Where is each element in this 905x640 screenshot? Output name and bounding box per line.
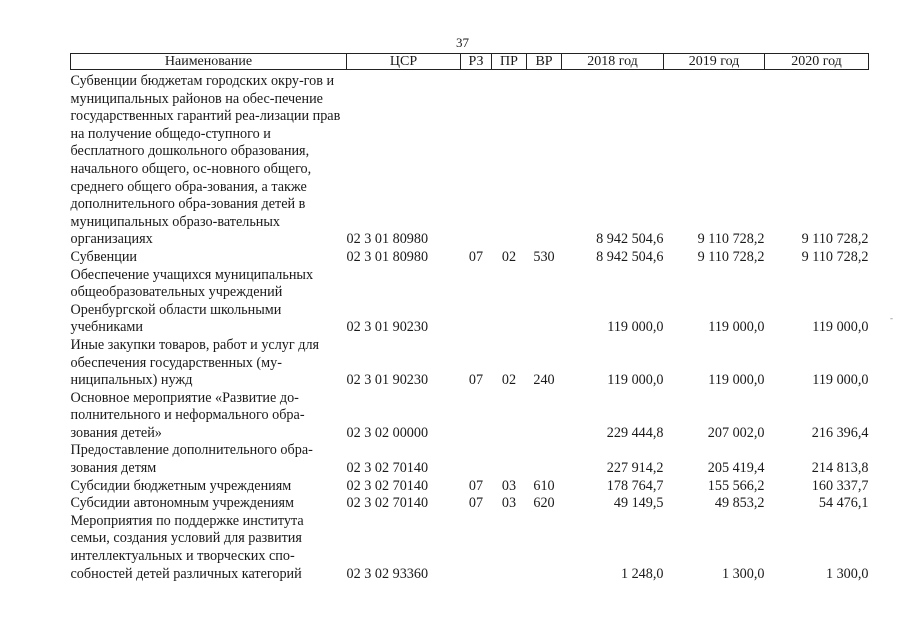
row-2020: 160 337,7 [811, 477, 869, 494]
row-2018: 1 248,0 [620, 565, 664, 582]
row-csr: 02 3 01 90230 [346, 319, 429, 336]
header-2020: 2020 год [765, 54, 869, 70]
table-row [71, 337, 869, 390]
row-pr: 03 [501, 495, 517, 512]
row-rz [461, 513, 492, 583]
header-2018: 2018 год [562, 54, 664, 70]
row-2018: 229 444,8 [606, 424, 664, 441]
row-name: Предоставление дополнительного обра-зования детям [70, 442, 313, 477]
row-2018: 49 149,5 [613, 495, 664, 512]
table-row [71, 513, 869, 583]
row-vr [527, 267, 562, 337]
row-rz: 07 [468, 372, 484, 389]
table-header-row [71, 54, 869, 70]
row-name: Субвенции бюджетам городских окру-гов и муниципальных районов на обес-печение государственных гарантий реа-лизации прав на получение общедо-ступного и бесплатного дошкольного образования, начального общего, ос-новного общего, среднего общего обра-зования, а также дополнительного обра-зования детей в муниципальных образо-вательных организациях [70, 73, 341, 248]
row-vr [527, 442, 562, 477]
row-2019: 49 853,2 [714, 495, 765, 512]
row-2018: 8 942 504,6 [596, 231, 664, 248]
row-2020: 119 000,0 [812, 319, 869, 336]
row-name: Иные закупки товаров, работ и услуг для обеспечения государственных (му-ниципальных) нужд [70, 336, 320, 389]
row-csr: 02 3 02 70140 [346, 460, 429, 477]
row-csr: 02 3 02 00000 [346, 424, 429, 441]
row-2019: 207 002,0 [707, 424, 765, 441]
row-pr [492, 267, 527, 337]
page-number: 37 [456, 35, 469, 50]
row-vr [527, 513, 562, 583]
table-row [71, 249, 869, 267]
row-pr: 02 [501, 248, 517, 265]
row-name: Субсидии бюджетным учреждениям [70, 477, 292, 494]
row-pr [492, 390, 527, 443]
row-2020: 9 110 728,2 [801, 231, 869, 248]
table-row [71, 495, 869, 513]
row-rz [461, 442, 492, 477]
table-row [71, 390, 869, 443]
row-2018: 119 000,0 [607, 319, 664, 336]
row-csr: 02 3 01 90230 [346, 372, 429, 389]
row-vr: 610 [533, 477, 555, 494]
row-2019: 155 566,2 [707, 477, 765, 494]
row-2020: 54 476,1 [818, 495, 869, 512]
row-2020: 214 813,8 [811, 460, 869, 477]
header-rz: РЗ [461, 54, 492, 70]
row-csr: 02 3 01 80980 [346, 231, 429, 248]
row-csr: 02 3 02 70140 [346, 495, 429, 512]
table-row [71, 70, 869, 249]
scan-mark: - [890, 313, 893, 323]
row-2020: 1 300,0 [825, 565, 869, 582]
row-2020: 216 396,4 [811, 424, 869, 441]
row-vr: 240 [533, 372, 555, 389]
header-pr: ПР [492, 54, 527, 70]
row-2019: 119 000,0 [708, 372, 765, 389]
row-csr: 02 3 02 93360 [346, 565, 429, 582]
row-name: Субвенции [70, 248, 138, 265]
row-2018: 227 914,2 [606, 460, 664, 477]
row-name: Обеспечение учащихся муниципальных общеобразовательных учреждений Оренбургской области школьными учебниками [70, 266, 314, 336]
row-vr: 620 [533, 495, 555, 512]
table-row [71, 442, 869, 477]
row-vr: 530 [533, 248, 555, 265]
row-name: Субсидии автономным учреждениям [70, 495, 294, 512]
row-rz: 07 [468, 248, 484, 265]
row-rz [461, 70, 492, 249]
row-csr: 02 3 02 70140 [346, 477, 429, 494]
header-2019: 2019 год [664, 54, 765, 70]
row-pr [492, 442, 527, 477]
row-rz [461, 390, 492, 443]
row-vr [527, 390, 562, 443]
row-csr: 02 3 01 80980 [346, 248, 429, 265]
header-csr: ЦСР [347, 54, 461, 70]
row-2020: 9 110 728,2 [801, 248, 869, 265]
row-2020: 119 000,0 [812, 372, 869, 389]
row-2019: 9 110 728,2 [697, 231, 765, 248]
row-2018: 119 000,0 [607, 372, 664, 389]
row-2019: 1 300,0 [721, 565, 765, 582]
row-2018: 178 764,7 [606, 477, 664, 494]
row-rz: 07 [468, 477, 484, 494]
header-name: Наименование [71, 54, 347, 70]
row-2019: 119 000,0 [708, 319, 765, 336]
row-rz [461, 267, 492, 337]
row-2018: 8 942 504,6 [596, 248, 664, 265]
header-vr: ВР [527, 54, 562, 70]
row-2019: 9 110 728,2 [697, 248, 765, 265]
row-name: Основное мероприятие «Развитие до-полнительного и неформального обра-зования детей» [70, 389, 305, 441]
row-rz: 07 [468, 495, 484, 512]
budget-table [70, 53, 869, 583]
table-row [71, 267, 869, 337]
row-vr [527, 70, 562, 249]
row-name: Мероприятия по поддержке института семьи, создания условий для развития интеллектуальных и творческих спо-собностей детей различных категорий [70, 512, 304, 582]
table-row [71, 478, 869, 496]
row-pr: 02 [501, 372, 517, 389]
row-2019: 205 419,4 [707, 460, 765, 477]
row-pr [492, 70, 527, 249]
row-pr: 03 [501, 477, 517, 494]
row-pr [492, 513, 527, 583]
